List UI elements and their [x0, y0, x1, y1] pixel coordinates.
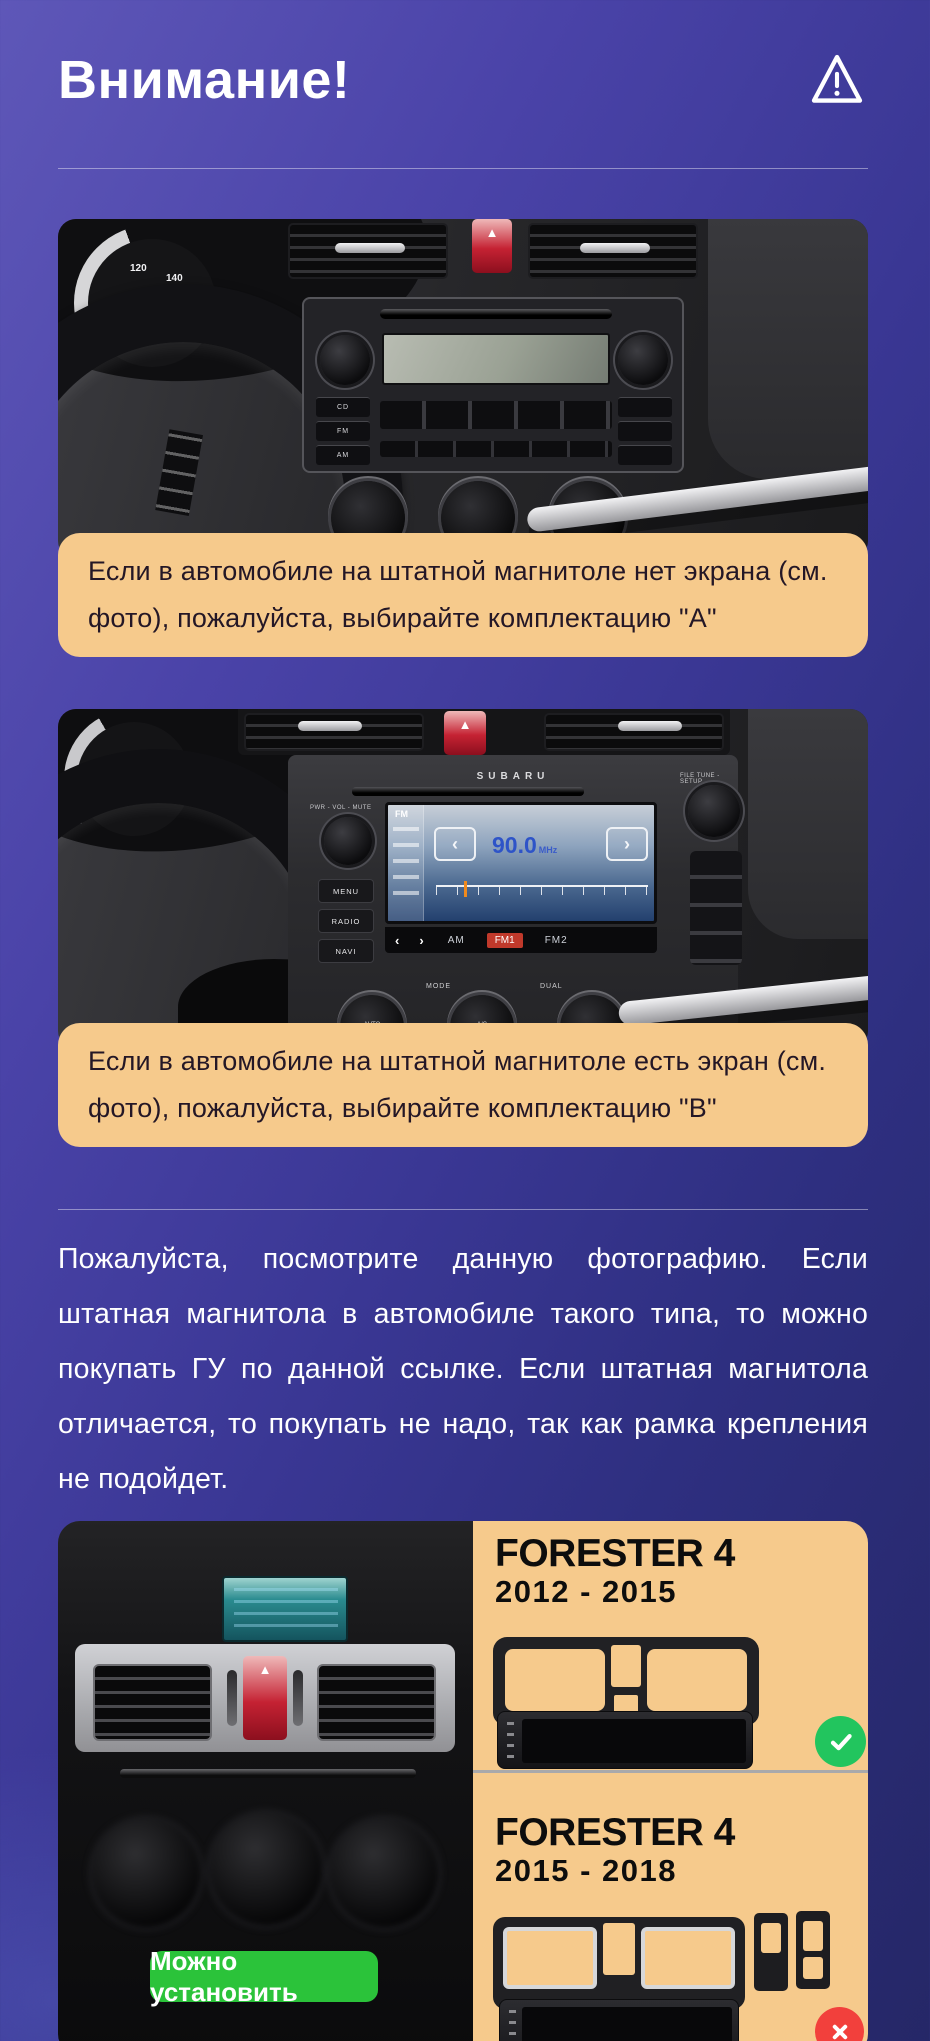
section-divider — [473, 1770, 868, 1773]
info-display — [222, 1576, 348, 1642]
frame-opening-center — [611, 1645, 641, 1687]
check-icon — [825, 1726, 857, 1758]
radio-button-am: AM — [316, 445, 370, 465]
model-name: FORESTER 4 — [495, 1811, 735, 1854]
gauge-mark: 120 — [130, 263, 147, 274]
caption-option-b: Если в автомобиле на штатной магнитоле есть экран (см. фото), пожалуйста, выбирайте комплектацию "B" — [58, 1023, 868, 1147]
gauge-mark: 160 — [196, 297, 213, 308]
warning-triangle-icon — [808, 51, 866, 109]
frame-opening-left-chrome — [503, 1927, 597, 1989]
side-button-column — [690, 851, 742, 965]
vent-panel — [75, 1644, 455, 1752]
seek-left-icon: ‹ — [434, 827, 476, 861]
mounting-frame-2015-image — [493, 1913, 745, 2041]
screen-button-strip — [385, 927, 657, 953]
mounting-bracket — [796, 1911, 830, 1989]
note-text: Пожалуйста, посмотрите данную фотографию. Если штатная магнитола в автомобиле такого типа, то можно покупать ГУ по данной ссылке. Если штатная магнитола отличается, то покупать не надо, так как рамка крепления не подойдет. — [58, 1243, 868, 1495]
air-vent-strip — [238, 709, 730, 755]
head-unit-screen — [522, 2007, 732, 2041]
cd-slot — [352, 787, 584, 796]
radio-button-fm: FM — [316, 421, 370, 441]
incompatible-status-badge — [815, 2007, 864, 2041]
climate-knob — [92, 1819, 200, 1927]
fm2-button: FM2 — [544, 934, 568, 946]
vent-handle — [618, 721, 682, 731]
cd-slot — [380, 309, 612, 319]
photo-dashboard-with-screen — [58, 709, 868, 1049]
hazard-button: ▲ — [472, 219, 512, 273]
divider — [58, 1209, 868, 1210]
radio-button: RADIO — [318, 909, 374, 933]
brand-label: SUBARU — [476, 771, 550, 782]
tune-knob — [688, 785, 740, 837]
head-unit-screen — [522, 1719, 746, 1763]
gauge-unit-label: km/h — [146, 317, 166, 327]
page-title: Внимание! — [58, 50, 351, 110]
header — [58, 0, 868, 122]
radio-touchscreen — [385, 802, 657, 924]
chevron-right-icon: › — [419, 932, 424, 948]
radio-button — [618, 397, 672, 417]
air-vent-right — [544, 713, 724, 751]
frame-opening-left — [505, 1649, 605, 1711]
frame-opening-right-chrome — [641, 1927, 735, 1989]
head-unit-image — [499, 1999, 739, 2041]
band-label: FM — [395, 809, 408, 819]
fm1-button: FM1 — [487, 933, 523, 948]
radio-button — [618, 421, 672, 441]
air-vent-left — [93, 1664, 212, 1741]
radio-button-cd: CD — [316, 397, 370, 417]
dashboard-right-panel — [748, 709, 868, 939]
hazard-button: ▲ — [243, 1656, 287, 1740]
mode-label: MODE — [426, 983, 451, 990]
cross-icon — [826, 2018, 854, 2041]
vent-handle — [298, 721, 362, 731]
station-list-rows — [393, 827, 419, 907]
option-2012-2015 — [495, 1533, 735, 1609]
air-vent-right — [317, 1664, 436, 1741]
radio-button-row — [380, 401, 612, 429]
dual-label: DUAL — [540, 983, 563, 990]
volume-knob — [320, 335, 370, 385]
bracket-window — [761, 1923, 781, 1953]
head-unit-buttons — [507, 1722, 514, 1760]
mounting-frame-2012-image — [493, 1631, 759, 1771]
cd-slot — [120, 1769, 416, 1778]
caption-option-a: Если в автомобиле на штатной магнитоле нет экрана (см. фото), пожалуйста, выбирайте комплектацию "A" — [58, 533, 868, 657]
am-button: AM — [447, 934, 465, 946]
menu-button: MENU — [318, 879, 374, 903]
frequency-unit: MHz — [538, 845, 558, 855]
tune-knob — [618, 335, 668, 385]
model-years: 2015 - 2018 — [495, 1853, 677, 1888]
bracket-window — [803, 1921, 823, 1951]
seek-right-icon: › — [606, 827, 648, 861]
model-name: FORESTER 4 — [495, 1532, 735, 1575]
frequency-needle — [464, 881, 467, 897]
frequency-scale — [436, 885, 648, 895]
divider — [58, 168, 868, 169]
photo-dashboard-compatible — [58, 1521, 473, 2041]
compatibility-card — [58, 1521, 868, 2041]
volume-knob — [324, 817, 372, 865]
head-unit-image — [497, 1711, 753, 1769]
frequency-value: 90.0 — [492, 832, 537, 858]
navi-button: NAVI — [318, 939, 374, 963]
compatible-status-badge — [815, 1716, 866, 1767]
dashboard-right-panel — [708, 219, 868, 479]
frame-opening-right — [647, 1649, 747, 1711]
vent-handle — [580, 243, 650, 253]
station-list-panel — [388, 805, 424, 921]
vent-handle — [335, 243, 405, 253]
radio-button — [618, 445, 672, 465]
frame-body — [493, 1917, 745, 2009]
photo-dashboard-no-screen — [58, 219, 868, 559]
frequency-readout — [492, 832, 557, 859]
knob-caption-left: PWR - VOL - MUTE — [310, 805, 372, 811]
climate-knob — [330, 1819, 438, 1927]
vent-slider — [227, 1670, 237, 1726]
mounting-bracket — [754, 1913, 788, 1991]
install-ok-badge: Можно установить — [150, 1951, 378, 2002]
frame-opening-center — [603, 1923, 635, 1975]
head-unit-buttons — [509, 2010, 516, 2041]
radio-preset-row — [380, 441, 612, 457]
gauge-mark: 140 — [166, 273, 183, 284]
radio-lcd-display — [382, 333, 610, 385]
hazard-button: ▲ — [444, 711, 486, 755]
model-years: 2012 - 2015 — [495, 1574, 677, 1609]
compatibility-panel — [473, 1521, 868, 2041]
climate-knob — [210, 1813, 322, 1925]
vent-slider — [293, 1670, 303, 1726]
display-glyphs — [234, 1588, 338, 1632]
bracket-window — [803, 1957, 823, 1979]
air-vent-left — [244, 713, 424, 751]
chevron-left-icon: ‹ — [395, 932, 400, 948]
stock-radio-unit — [302, 297, 684, 473]
knob-caption-right: FILE TUNE - SETUP — [680, 773, 720, 785]
option-2015-2018 — [495, 1812, 735, 1888]
